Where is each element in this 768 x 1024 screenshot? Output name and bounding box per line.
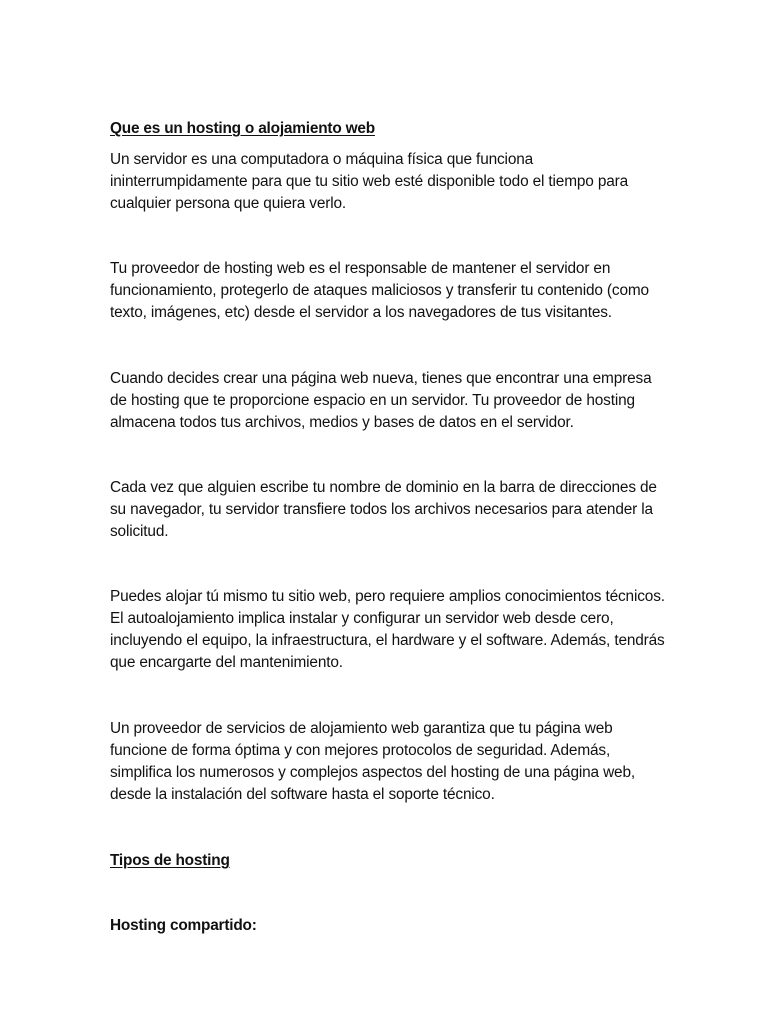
paragraph-line: solicitud.	[110, 523, 169, 540]
paragraph-line: de hosting que te proporcione espacio en un servidor. Tu proveedor de hosting	[110, 392, 635, 409]
paragraph-line: Tu proveedor de hosting web es el responsable de mantener el servidor en	[110, 260, 611, 277]
paragraph-line: Un proveedor de servicios de alojamiento web garantiza que tu página web	[110, 720, 613, 737]
paragraph-6	[110, 718, 670, 806]
paragraph-line: simplifica los numerosos y complejos aspectos del hosting de una página web,	[110, 764, 636, 781]
document-title: Que es un hosting o alojamiento web	[110, 120, 375, 137]
paragraph-line: que encargarte del mantenimiento.	[110, 654, 343, 671]
paragraph-line: Cuando decides crear una página web nueva, tienes que encontrar una empresa	[110, 370, 652, 387]
subheading: Hosting compartido:	[110, 917, 257, 934]
paragraph-line: desde la instalación del software hasta el soporte técnico.	[110, 786, 495, 803]
paragraph-line: su navegador, tu servidor transfiere todos los archivos necesarios para atender la	[110, 501, 653, 518]
paragraph-line: funcione de forma óptima y con mejores protocolos de seguridad. Además,	[110, 742, 611, 759]
paragraph-3	[110, 368, 670, 434]
paragraph-line: El autoalojamiento implica instalar y configurar un servidor web desde cero,	[110, 610, 614, 627]
paragraph-5	[110, 586, 670, 674]
paragraph-line: incluyendo el equipo, la infraestructura, el hardware y el software. Además, tendrás	[110, 632, 665, 649]
paragraph-1	[110, 149, 670, 215]
paragraph-line: cualquier persona que quiera verlo.	[110, 195, 347, 212]
paragraph-4	[110, 477, 670, 543]
paragraph-line: Puedes alojar tú mismo tu sitio web, pero requiere amplios conocimientos técnicos.	[110, 588, 665, 605]
paragraph-line: ininterrumpidamente para que tu sitio web esté disponible todo el tiempo para	[110, 173, 629, 190]
paragraph-line: funcionamiento, protegerlo de ataques maliciosos y transferir tu contenido (como	[110, 282, 649, 299]
paragraph-2	[110, 258, 670, 324]
section-heading: Tipos de hosting	[110, 852, 230, 869]
paragraph-line: almacena todos tus archivos, medios y bases de datos en el servidor.	[110, 414, 574, 431]
paragraph-line: Cada vez que alguien escribe tu nombre de dominio en la barra de direcciones de	[110, 479, 657, 496]
paragraph-line: Un servidor es una computadora o máquina física que funciona	[110, 151, 534, 168]
paragraph-line: texto, imágenes, etc) desde el servidor a los navegadores de tus visitantes.	[110, 304, 612, 321]
